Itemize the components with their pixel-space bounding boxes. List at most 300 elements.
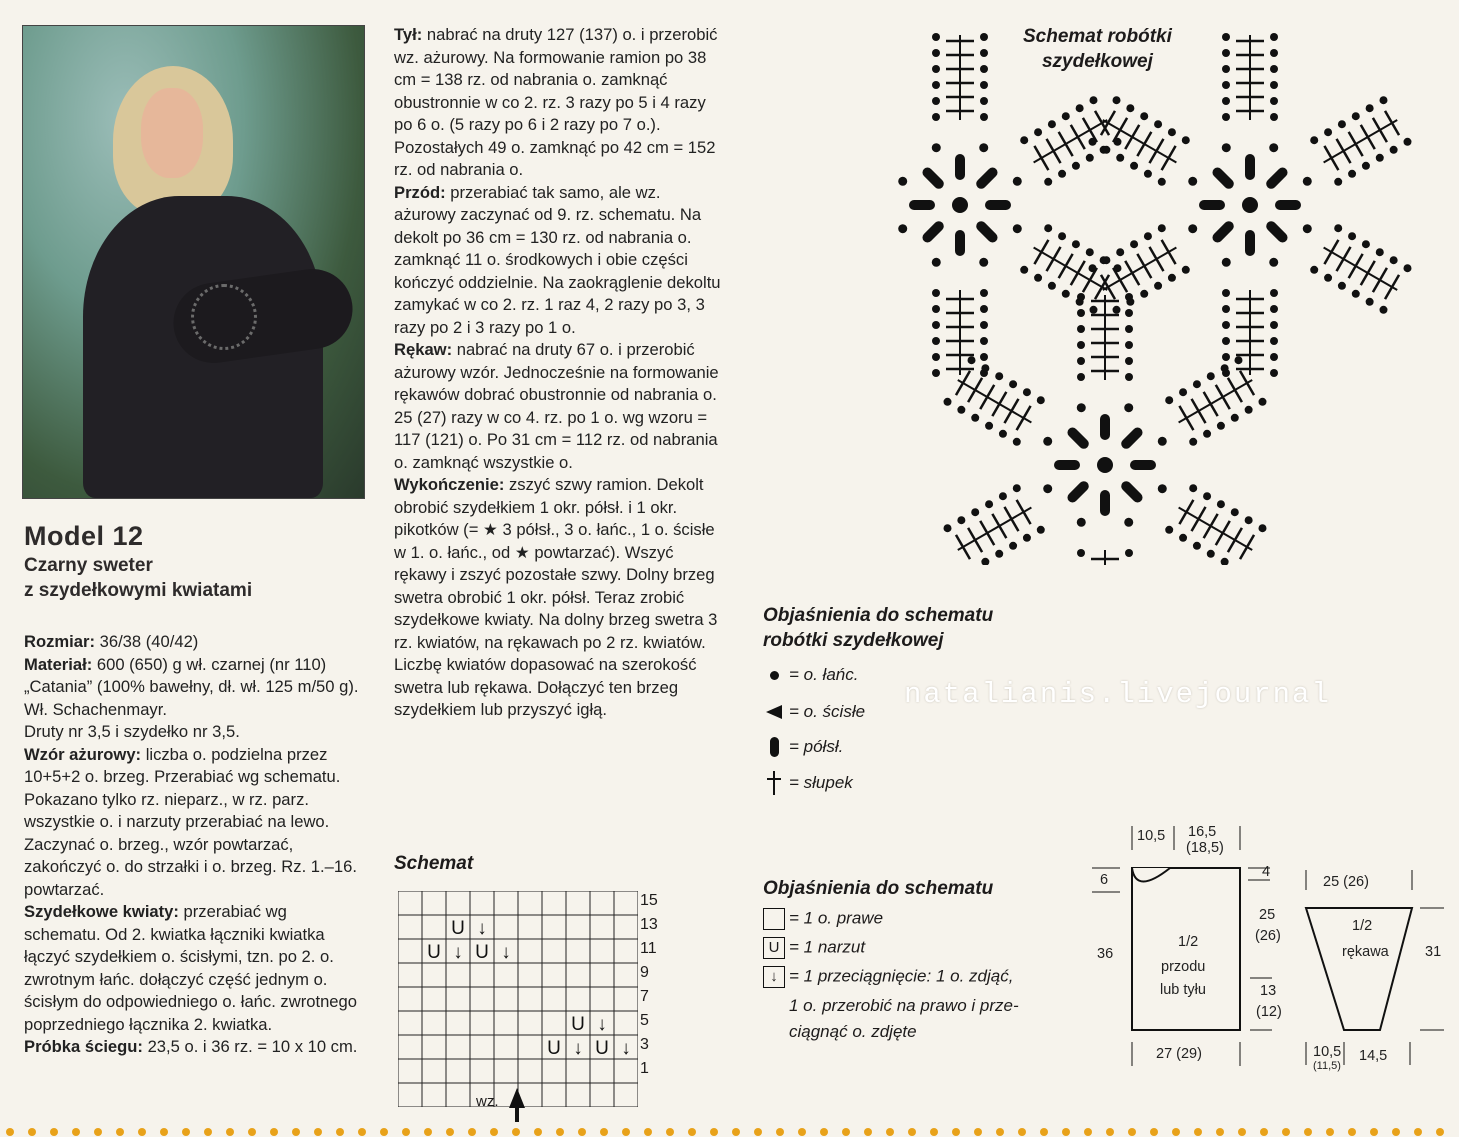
openwork-value: liczba o. podzielna przez 10+5+2 o. brzeg. Przerabiać wg schematu. Pokazano tylko rz. nieparz., w rz. parz. wszystkie o. i narzuty przerabiać na lewo. Zaczynać o. brzeg., wzór powtarzać, zakończyć o. do strzałki i o. brzeg. Rz. 1.–16. powtarzać. bbox=[24, 744, 357, 899]
chain-dot bbox=[1366, 104, 1374, 112]
yarnover-symbol: U bbox=[451, 918, 465, 939]
chain-dot bbox=[1077, 518, 1086, 527]
chain-dot bbox=[944, 524, 952, 532]
chain-dot bbox=[1222, 113, 1230, 121]
crochet-flowers-paragraph bbox=[24, 901, 364, 1036]
chain-dot bbox=[1376, 248, 1384, 256]
chain-dot bbox=[1376, 154, 1384, 162]
chain-dot bbox=[1140, 290, 1148, 298]
border-dot bbox=[644, 1128, 652, 1136]
chain-dot bbox=[1270, 305, 1278, 313]
chain-dot bbox=[932, 81, 940, 89]
chain-dot bbox=[1077, 357, 1085, 365]
border-dot bbox=[864, 1128, 872, 1136]
chain-dot bbox=[932, 49, 940, 57]
border-dot bbox=[688, 1128, 696, 1136]
material-label: Materiał: bbox=[24, 654, 93, 674]
specs-column bbox=[24, 631, 364, 1059]
back-value: nabrać na druty 127 (137) o. i przerobić wz. ażurowy. Na formowanie ramion po 38 cm = 138 rz. od nabrania o. zamknąć obustronnie w co 2. rz. 3 razy po 5 i 4 razy po 6 o. (5 razy po 6 i 2 razy po 7 o.). Pozostałych 49 o. zamknąć po 42 cm = 152 rz. od nabrania o. bbox=[394, 25, 718, 179]
border-dot bbox=[1282, 1128, 1290, 1136]
chain-dot bbox=[1334, 224, 1342, 232]
yarnover-symbol: U bbox=[427, 942, 441, 963]
openwork-paragraph bbox=[24, 744, 364, 902]
chain-dot bbox=[1310, 266, 1318, 274]
size-paragraph bbox=[24, 631, 364, 654]
petal-stitch bbox=[985, 200, 1011, 210]
sleeve-height: 31 bbox=[1425, 944, 1442, 960]
chain-dot bbox=[1222, 65, 1230, 73]
chain-dot bbox=[971, 508, 979, 516]
chain-dot bbox=[1072, 162, 1080, 170]
chain-dot bbox=[1338, 282, 1346, 290]
body-label-3: lub tyłu bbox=[1160, 982, 1206, 998]
front-paragraph bbox=[394, 182, 726, 340]
flower-center bbox=[1097, 457, 1113, 473]
chain-dot bbox=[1165, 526, 1173, 534]
border-dot bbox=[1436, 1128, 1444, 1136]
chain-dot bbox=[944, 398, 952, 406]
material-paragraph bbox=[24, 654, 364, 722]
chain-dot bbox=[1158, 178, 1166, 186]
chain-dot bbox=[1222, 337, 1230, 345]
model-subtitle-2: z szydełkowymi kwiatami bbox=[24, 580, 253, 601]
yarnover-symbol: U bbox=[547, 1038, 561, 1059]
chain-dot bbox=[932, 321, 940, 329]
chain-dot bbox=[1009, 380, 1017, 388]
chain-dot bbox=[1179, 534, 1187, 542]
chain-dot bbox=[1113, 96, 1121, 104]
chain-dot bbox=[1222, 143, 1231, 152]
crochet-legend-title bbox=[763, 603, 993, 653]
chain-dot bbox=[1077, 293, 1085, 301]
petal-stitch bbox=[1100, 490, 1110, 516]
watermark-text: natalianis.livejournal bbox=[904, 678, 1331, 711]
meas-shoulder: 4 bbox=[1262, 864, 1271, 880]
petal-stitch bbox=[1119, 479, 1144, 504]
chain-dot bbox=[1113, 306, 1121, 314]
border-dot bbox=[1106, 1128, 1114, 1136]
meas-top-right-2: (18,5) bbox=[1186, 840, 1224, 856]
chain-dot bbox=[971, 414, 979, 422]
chain-dot bbox=[1403, 138, 1411, 146]
border-dot bbox=[490, 1128, 498, 1136]
chain-dot bbox=[957, 406, 965, 414]
decrease-box-icon: ↓ bbox=[763, 966, 785, 988]
crochet-title-line2: szydełkowej bbox=[1041, 51, 1153, 72]
chain-dot bbox=[1034, 128, 1042, 136]
model-number: Model 12 bbox=[24, 521, 144, 551]
legend-double-text: = słupek bbox=[789, 773, 853, 792]
petal-stitch bbox=[974, 165, 999, 190]
border-dot bbox=[270, 1128, 278, 1136]
chain-dot bbox=[1140, 112, 1148, 120]
chain-dot bbox=[1303, 177, 1312, 186]
decrease-symbol: ↓ bbox=[597, 1014, 607, 1035]
petal-stitch bbox=[1275, 200, 1301, 210]
chain-dot bbox=[1390, 256, 1398, 264]
chain-dot bbox=[1044, 178, 1052, 186]
border-dot bbox=[380, 1128, 388, 1136]
legend-knit-cont-2: ciągnąć o. zdjęte bbox=[789, 1022, 917, 1041]
border-dot bbox=[248, 1128, 256, 1136]
petal-stitch bbox=[1264, 219, 1289, 244]
border-dot bbox=[1128, 1128, 1136, 1136]
chain-dot bbox=[999, 492, 1007, 500]
border-dot bbox=[534, 1128, 542, 1136]
border-dot bbox=[468, 1128, 476, 1136]
chain-dot bbox=[1013, 438, 1021, 446]
chain-dot bbox=[1324, 128, 1332, 136]
petal-stitch bbox=[1100, 414, 1110, 440]
chain-dot bbox=[980, 113, 988, 121]
legend-knit-cont-1: 1 o. przerobić na prawo i prze- bbox=[789, 996, 1019, 1015]
chain-dot bbox=[1154, 120, 1162, 128]
chain-dot bbox=[1089, 306, 1097, 314]
chain-dot bbox=[932, 337, 940, 345]
legend-double bbox=[763, 773, 853, 793]
border-dot bbox=[6, 1128, 14, 1136]
chain-dot bbox=[995, 372, 1003, 380]
chain-dot bbox=[1124, 518, 1133, 527]
chain-dot bbox=[1234, 356, 1242, 364]
yarnover-symbol: U bbox=[595, 1038, 609, 1059]
chain-dot bbox=[1020, 266, 1028, 274]
chain-dot bbox=[1077, 549, 1085, 557]
legend-knit-plain bbox=[763, 908, 883, 930]
border-dot bbox=[710, 1128, 718, 1136]
legend-knit-yarnover-text: = 1 narzut bbox=[789, 937, 866, 957]
chain-dot bbox=[1231, 414, 1239, 422]
chain-dot bbox=[1348, 170, 1356, 178]
chain-dot bbox=[980, 81, 988, 89]
chain-dot bbox=[979, 143, 988, 152]
chain-dot bbox=[1048, 120, 1056, 128]
chain-dot bbox=[1023, 388, 1031, 396]
border-dot bbox=[50, 1128, 58, 1136]
border-dot bbox=[754, 1128, 762, 1136]
yarnover-symbol: U bbox=[571, 1014, 585, 1035]
legend-knit-decrease-text: = 1 przeciągnięcie: 1 o. zdjąć, bbox=[789, 966, 1014, 986]
chain-dot bbox=[1269, 143, 1278, 152]
petal-stitch bbox=[909, 200, 935, 210]
finish-paragraph bbox=[394, 474, 726, 722]
chain-dot bbox=[1189, 438, 1197, 446]
sleeve-bottom-1b: (11,5) bbox=[1313, 1060, 1341, 1072]
chain-dot bbox=[1270, 289, 1278, 297]
petal-stitch bbox=[1065, 425, 1090, 450]
chain-dot-icon bbox=[763, 665, 785, 685]
chain-dot bbox=[1222, 321, 1230, 329]
chain-dot bbox=[985, 422, 993, 430]
legend-knit-yarnover bbox=[763, 937, 865, 959]
sleeve-paragraph bbox=[394, 339, 726, 474]
border-dot bbox=[666, 1128, 674, 1136]
chain-dot bbox=[968, 356, 976, 364]
chain-dot bbox=[1086, 154, 1094, 162]
border-dot bbox=[292, 1128, 300, 1136]
crochet-flower-diagram bbox=[800, 25, 1430, 565]
start-arrow-stem bbox=[515, 1106, 519, 1122]
chain-dot bbox=[980, 305, 988, 313]
chain-dot bbox=[1258, 524, 1266, 532]
flower-center bbox=[1242, 197, 1258, 213]
border-dots-decoration bbox=[0, 1126, 1459, 1137]
row-number: 5 bbox=[640, 1012, 649, 1029]
chain-dot bbox=[1089, 138, 1097, 146]
petal-stitch bbox=[974, 219, 999, 244]
chain-dot bbox=[1125, 373, 1133, 381]
front-value: przerabiać tak samo, ale wz. ażurowy zaczynać od 9. rz. schematu. Na dekolt po 36 cm = 130 rz. od nabrania o. zamknąć 11 o. środkowych i obie części kończyć oddzielnie. Na zaokrąglenie dekoltu zamykać w co 2. rz. 1 raz 4, 2 razy po 3, 3 razy po 2 i 3 razy po 1 o. bbox=[394, 182, 721, 337]
sleeve-label-1: 1/2 bbox=[1352, 918, 1373, 934]
chain-dot bbox=[980, 97, 988, 105]
crochet-value: przerabiać wg schematu. Od 2. kwiatka łączniki kwiatka łączyć szydełkiem o. ścisłymi, tzn. po 2. o. zwrotnym łańc. dołączyć część jednym o. ścisłym do odpowiedniego o. łańc. zwrotnego poprzedniego łącznika 2. kwiatka. bbox=[24, 902, 357, 1034]
legend-knit-decrease bbox=[763, 966, 1013, 988]
border-dot bbox=[600, 1128, 608, 1136]
start-arrow-icon bbox=[509, 1088, 525, 1108]
chain-dot bbox=[995, 550, 1003, 558]
gauge-value: 23,5 o. i 36 rz. = 10 x 10 cm. bbox=[142, 1037, 358, 1056]
row-number: 3 bbox=[640, 1036, 649, 1053]
chain-dot bbox=[932, 65, 940, 73]
chain-dot bbox=[1168, 274, 1176, 282]
meas-right-lower-1: 13 bbox=[1260, 983, 1277, 999]
chain-dot bbox=[1222, 33, 1230, 41]
chain-dot bbox=[1222, 289, 1230, 297]
chain-dot bbox=[1221, 364, 1229, 372]
sleeve-schematic-drawing bbox=[1300, 860, 1450, 1070]
finish-label: Wykończenie: bbox=[394, 475, 505, 494]
chain-dot bbox=[1207, 372, 1215, 380]
border-dot bbox=[1348, 1128, 1356, 1136]
chain-dot bbox=[1270, 369, 1278, 377]
legend-knit-plain-text: = 1 o. prawe bbox=[789, 908, 884, 928]
sleeve-label-2: rękawa bbox=[1342, 944, 1389, 960]
chain-dot bbox=[981, 558, 989, 565]
chain-dot bbox=[1086, 248, 1094, 256]
chain-dot bbox=[1270, 353, 1278, 361]
openwork-label: Wzór ażurowy: bbox=[24, 744, 142, 764]
double-cross-icon bbox=[763, 773, 785, 793]
border-dot bbox=[28, 1128, 36, 1136]
chain-dot bbox=[1270, 321, 1278, 329]
border-dot bbox=[1150, 1128, 1158, 1136]
meas-width: 27 (29) bbox=[1156, 1046, 1202, 1062]
decrease-symbol: ↓ bbox=[501, 942, 511, 963]
meas-right-upper-2: (26) bbox=[1255, 928, 1281, 944]
border-dot bbox=[1084, 1128, 1092, 1136]
border-dot bbox=[820, 1128, 828, 1136]
border-dot bbox=[446, 1128, 454, 1136]
chain-dot bbox=[1222, 305, 1230, 313]
chain-dot bbox=[1058, 170, 1066, 178]
chain-dot bbox=[1013, 177, 1022, 186]
chain-dot bbox=[1125, 341, 1133, 349]
chain-dot bbox=[1203, 492, 1211, 500]
chain-dot bbox=[1270, 97, 1278, 105]
chain-dot bbox=[1379, 306, 1387, 314]
border-dot bbox=[204, 1128, 212, 1136]
chain-dot bbox=[932, 33, 940, 41]
chain-dot bbox=[1366, 298, 1374, 306]
petal-stitch bbox=[1210, 165, 1235, 190]
chain-dot bbox=[1158, 224, 1166, 232]
chain-dot bbox=[1043, 484, 1052, 493]
model-subtitle-1: Czarny sweter bbox=[24, 555, 153, 576]
crochet-label: Szydełkowe kwiaty: bbox=[24, 902, 179, 921]
border-dot bbox=[996, 1128, 1004, 1136]
chain-dot bbox=[1125, 309, 1133, 317]
petal-stitch bbox=[920, 165, 945, 190]
chain-dot bbox=[1013, 224, 1022, 233]
border-dot bbox=[1018, 1128, 1026, 1136]
border-dot bbox=[358, 1128, 366, 1136]
chain-dot bbox=[1207, 550, 1215, 558]
chain-dot bbox=[1102, 146, 1110, 154]
border-dot bbox=[424, 1128, 432, 1136]
chain-dot bbox=[1077, 403, 1086, 412]
border-dot bbox=[1370, 1128, 1378, 1136]
chain-dot bbox=[1077, 341, 1085, 349]
chain-dot bbox=[980, 353, 988, 361]
chain-dot bbox=[1037, 526, 1045, 534]
chain-dot bbox=[1034, 274, 1042, 282]
chain-dot bbox=[1303, 224, 1312, 233]
chain-dot bbox=[1126, 104, 1134, 112]
chain-dot bbox=[1189, 484, 1197, 492]
chain-dot bbox=[1324, 274, 1332, 282]
meas-top-left: 10,5 bbox=[1137, 828, 1166, 844]
chain-dot bbox=[1044, 224, 1052, 232]
chain-dot bbox=[1130, 240, 1138, 248]
chain-dot bbox=[1179, 388, 1187, 396]
chain-dot bbox=[1158, 437, 1167, 446]
row-number: 7 bbox=[640, 988, 649, 1005]
chain-dot bbox=[985, 500, 993, 508]
meas-top-right-1: 16,5 bbox=[1188, 824, 1217, 840]
chain-dot bbox=[932, 258, 941, 267]
border-dot bbox=[622, 1128, 630, 1136]
finish-value: zszyć szwy ramion. Dekolt obrobić szydełkiem 1 okr. półsł. i 1 okr. pikotków (= ★ 3 półsł., 3 o. łańc., 1 o. ścisłe w 1. o. łańc., od ★ powtarzać). Wszyć rękawy i zszyć pozostałe szwy. Dolny brzeg swetra obrobić 1 okr. półsł. Teraz zrobić szydełkowe kwiaty. Na dolny brzeg swetra 3 rz. kwiatów, na rękawach po 2 rz. kwiatów. Liczbę kwiatów dopasować na szerokość swetra lub rękawa. Dołączyć ten brzeg szydełkiem lub przyszyć igłą. bbox=[394, 475, 718, 719]
chain-dot bbox=[932, 143, 941, 152]
petal-stitch bbox=[1130, 460, 1156, 470]
chain-dot bbox=[898, 224, 907, 233]
chain-dot bbox=[1077, 325, 1085, 333]
chain-dot bbox=[1116, 248, 1124, 256]
chain-dot bbox=[1072, 240, 1080, 248]
chain-dot bbox=[1130, 162, 1138, 170]
petal-stitch bbox=[1264, 165, 1289, 190]
gauge-paragraph bbox=[24, 1036, 364, 1059]
border-dot bbox=[1172, 1128, 1180, 1136]
front-label: Przód: bbox=[394, 182, 446, 202]
chain-dot bbox=[1089, 264, 1097, 272]
chain-dot bbox=[999, 430, 1007, 438]
crochet-legend-title-2: robótki szydełkowej bbox=[763, 630, 944, 651]
chain-dot bbox=[1270, 33, 1278, 41]
chain-dot bbox=[1124, 403, 1133, 412]
sleeve-top: 25 (26) bbox=[1323, 874, 1369, 890]
border-dot bbox=[556, 1128, 564, 1136]
chain-dot bbox=[1403, 264, 1411, 272]
legend-half-double bbox=[763, 737, 843, 757]
border-dot bbox=[930, 1128, 938, 1136]
decrease-symbol: ↓ bbox=[453, 942, 463, 963]
model-heading bbox=[24, 521, 364, 602]
chain-dot bbox=[1217, 422, 1225, 430]
row-number: 11 bbox=[640, 940, 657, 957]
chain-dot bbox=[1352, 112, 1360, 120]
petal-stitch bbox=[1054, 460, 1080, 470]
chain-dot bbox=[1062, 290, 1070, 298]
chain-dot bbox=[932, 113, 940, 121]
chain-dot bbox=[1043, 437, 1052, 446]
chain-dot bbox=[1222, 49, 1230, 57]
chain-dot bbox=[1221, 558, 1229, 565]
border-dot bbox=[1216, 1128, 1224, 1136]
chain-dot bbox=[1334, 178, 1342, 186]
petal-stitch bbox=[1210, 219, 1235, 244]
chain-dot bbox=[1222, 258, 1231, 267]
chain-dot bbox=[1165, 396, 1173, 404]
border-dot bbox=[1040, 1128, 1048, 1136]
chain-dot bbox=[1222, 97, 1230, 105]
chain-dot bbox=[1020, 136, 1028, 144]
chain-dot bbox=[1077, 373, 1085, 381]
chain-dot bbox=[1116, 154, 1124, 162]
chain-dot bbox=[1077, 309, 1085, 317]
flower-center bbox=[952, 197, 968, 213]
border-dot bbox=[776, 1128, 784, 1136]
petal-stitch bbox=[955, 230, 965, 256]
model-photo bbox=[22, 25, 365, 499]
size-value: 36/38 (40/42) bbox=[95, 632, 199, 651]
chain-dot bbox=[1144, 232, 1152, 240]
chain-dot bbox=[1217, 500, 1225, 508]
chain-dot bbox=[1245, 406, 1253, 414]
border-dot bbox=[1392, 1128, 1400, 1136]
chain-dot bbox=[1102, 256, 1110, 264]
chain-dot bbox=[1258, 398, 1266, 406]
border-dot bbox=[732, 1128, 740, 1136]
chain-dot bbox=[932, 289, 940, 297]
crochet-title-line1: Schemat robótki bbox=[1023, 26, 1172, 47]
chain-dot bbox=[1182, 266, 1190, 274]
chain-dot bbox=[932, 369, 940, 377]
chain-dot bbox=[932, 353, 940, 361]
chain-dot bbox=[1362, 162, 1370, 170]
chain-dot bbox=[1048, 282, 1056, 290]
border-dot bbox=[72, 1128, 80, 1136]
chain-dot bbox=[980, 65, 988, 73]
meas-right-lower-2: (12) bbox=[1256, 1004, 1282, 1020]
border-dot bbox=[1194, 1128, 1202, 1136]
chain-dot bbox=[1348, 232, 1356, 240]
sleeve-bottom-2: 14,5 bbox=[1359, 1048, 1388, 1064]
chain-dot bbox=[1193, 380, 1201, 388]
border-dot bbox=[1304, 1128, 1312, 1136]
half-double-pill-icon bbox=[763, 737, 785, 757]
chain-dot bbox=[1270, 49, 1278, 57]
chain-dot bbox=[1310, 136, 1318, 144]
border-dot bbox=[138, 1128, 146, 1136]
chain-dot bbox=[1222, 353, 1230, 361]
chain-dot bbox=[1125, 357, 1133, 365]
sleeve-bottom-1: 10,5 bbox=[1313, 1044, 1342, 1060]
chain-dot bbox=[1269, 258, 1278, 267]
chain-dot bbox=[932, 305, 940, 313]
chain-dot bbox=[1168, 128, 1176, 136]
border-dot bbox=[1326, 1128, 1334, 1136]
